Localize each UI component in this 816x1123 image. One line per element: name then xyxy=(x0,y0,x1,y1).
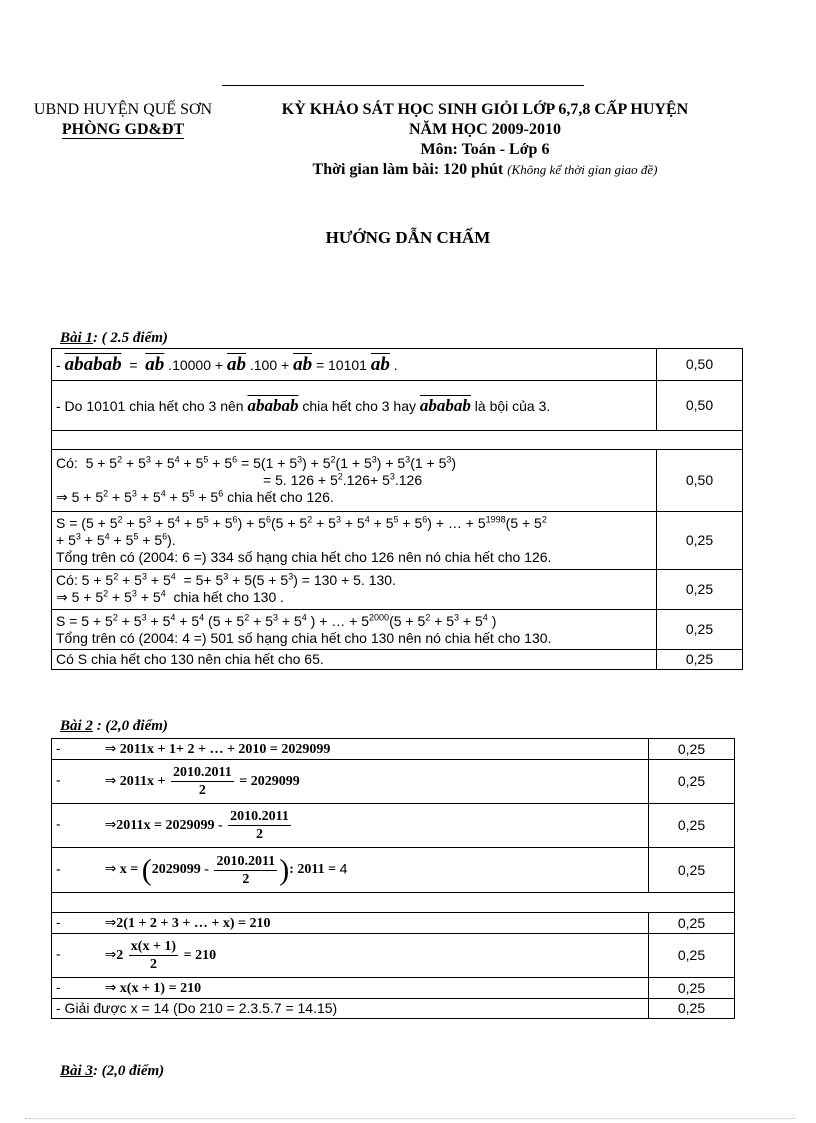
table-row xyxy=(52,349,743,381)
score-cell: 0,25 xyxy=(649,739,735,760)
table-row xyxy=(52,512,743,570)
bai3-heading: Bài 3: (2,0 điểm) xyxy=(60,1063,165,1079)
page-title: HƯỚNG DẪN CHẤM xyxy=(325,228,491,247)
exam-name: KỲ KHẢO SÁT HỌC SINH GIỎI LỚP 6,7,8 CẤP HUYỆN xyxy=(281,101,689,118)
score-cell: 0,25 xyxy=(649,760,735,804)
bai1-step-5: Có: $5 + 5^2 + 5^3 + 5^4 = 5+ 5^3 + 5(5 + 5^3) = 130 + 5$. 130. ⇒ $5 + 5^2 + 5^3 + 5^4$ chia hết cho 130 . xyxy=(52,570,657,610)
score-cell: 0,25 xyxy=(657,570,743,610)
table-row xyxy=(52,610,743,650)
table-row xyxy=(52,934,735,978)
table-row xyxy=(52,848,735,893)
spacer-row xyxy=(52,431,743,450)
score-cell: 0,25 xyxy=(657,512,743,570)
exam-info-block xyxy=(250,100,720,180)
header-rule xyxy=(222,85,584,86)
table-row xyxy=(52,381,743,431)
table-row xyxy=(52,739,735,760)
table-row xyxy=(52,570,743,610)
table-row xyxy=(52,450,743,512)
score-cell: 0,50 xyxy=(657,450,743,512)
bai1-step-2: - Do 10101 chia hết cho 3 nên ababab chia hết cho 3 hay ababab là bội của 3. xyxy=(52,381,657,431)
bai2-step-2: - ⇒ 2011x + $\frac{2010.2011}{2}$ = 2029099 xyxy=(52,760,649,804)
table-row xyxy=(52,893,735,913)
department-name: PHÒNG GD&ĐT xyxy=(61,121,185,138)
table-row xyxy=(52,978,735,999)
bai2-step-5: - ⇒2(1 + 2 + 3 + … + x) = 210 xyxy=(52,913,649,934)
table-row xyxy=(52,804,735,848)
issuer-block xyxy=(18,100,228,140)
bai1-step-7: Có S chia hết cho 130 nên chia hết cho 65. xyxy=(52,650,657,670)
bai2-step-4: - ⇒ x = (2029099 - $\frac{2010.2011}{2}$ ): 2011 = 4 xyxy=(52,848,649,893)
bai2-step-7: - ⇒ x(x + 1) = 210 xyxy=(52,978,649,999)
district-name: UBND HUYỆN QUẾ SƠN xyxy=(33,101,213,118)
score-cell: 0,25 xyxy=(649,848,735,893)
subject: Môn: Toán - Lớp 6 xyxy=(420,141,550,158)
table-row xyxy=(52,650,743,670)
spacer-row xyxy=(52,893,735,913)
score-cell: 0,25 xyxy=(649,804,735,848)
score-cell: 0,25 xyxy=(649,999,735,1019)
score-cell: 0,50 xyxy=(657,349,743,381)
table-row xyxy=(52,913,735,934)
bai1-step-3: Có: $5 + 5^2 + 5^3 + 5^4 + 5^5 + 5^6 = 5(1 + 5^3) + 5^2(1 + 5^3) + 5^3(1 + 5^3)$ = 5. $126 + 5^2.126+ 5^3.126$ ⇒ $5 + 5^2 + 5^3 + 5^4 + 5^5 + 5^6$ chia hết cho 126. xyxy=(52,450,657,512)
score-cell: 0,25 xyxy=(649,913,735,934)
score-cell: 0,50 xyxy=(657,381,743,431)
score-cell: 0,25 xyxy=(649,934,735,978)
school-year: NĂM HỌC 2009-2010 xyxy=(409,121,561,138)
score-cell: 0,25 xyxy=(657,650,743,670)
page-bottom-rule xyxy=(25,1118,795,1119)
bai1-step-1: - ababab = $\overline{ab}$ $.10000 + \overline{ab}$ $.100 + \overline{ab} = 10101$ $\overline{ab}$ . xyxy=(52,349,657,381)
table-row xyxy=(52,431,743,450)
table-row xyxy=(52,760,735,804)
score-cell: 0,25 xyxy=(657,610,743,650)
bai1-step-4: $S = (5 + 5^2 + 5^3 + 5^4 + 5^5 + 5^6) + 5^6(5 + 5^2 + 5^3 + 5^4 + 5^5 + 5^6)$ + … + $5^{1998}(5 + 5^2$ + $5^3 + 5^4 + 5^5 + 5^6$). Tổng trên có (2004: 6 =) 334 số hạng chia hết cho 126 nên nó chia hết cho 126. xyxy=(52,512,657,570)
bai2-step-1: - ⇒ 2011x + 1+ 2 + … + 2010 = 2029099 xyxy=(52,739,649,760)
bai1-heading: Bài 1: ( 2.5 điểm) xyxy=(60,330,168,346)
table-row xyxy=(52,999,735,1019)
bai2-step-6: - ⇒2 $\frac{x(x + 1)}{2}$ = 210 xyxy=(52,934,649,978)
score-cell: 0,25 xyxy=(649,978,735,999)
bai2-step-8: - Giải được x = 14 (Do 210 = 2.3.5.7 = 14.15) xyxy=(52,999,649,1019)
bai2-step-3: - ⇒2011x = 2029099 - $\frac{2010.2011}{2}$ xyxy=(52,804,649,848)
time-limit: Thời gian làm bài: 120 phút (Không kể thời gian giao đề) xyxy=(312,161,658,178)
bai1-step-6: $S = 5 + 5^2 + 5^3 + 5^4 + 5^4$ ($5 + 5^2 + 5^3 + 5^4$ ) + … + $5^{2000}(5 + 5^2 + 5^3 + 5^4$ ) Tổng trên có (2004: 4 =) 501 số hạng chia hết cho 130 nên nó chia hết cho 130. xyxy=(52,610,657,650)
bai1-table xyxy=(51,348,743,670)
bai2-heading: Bài 2 : (2,0 điểm) xyxy=(60,718,168,734)
bai2-table xyxy=(51,738,735,1019)
